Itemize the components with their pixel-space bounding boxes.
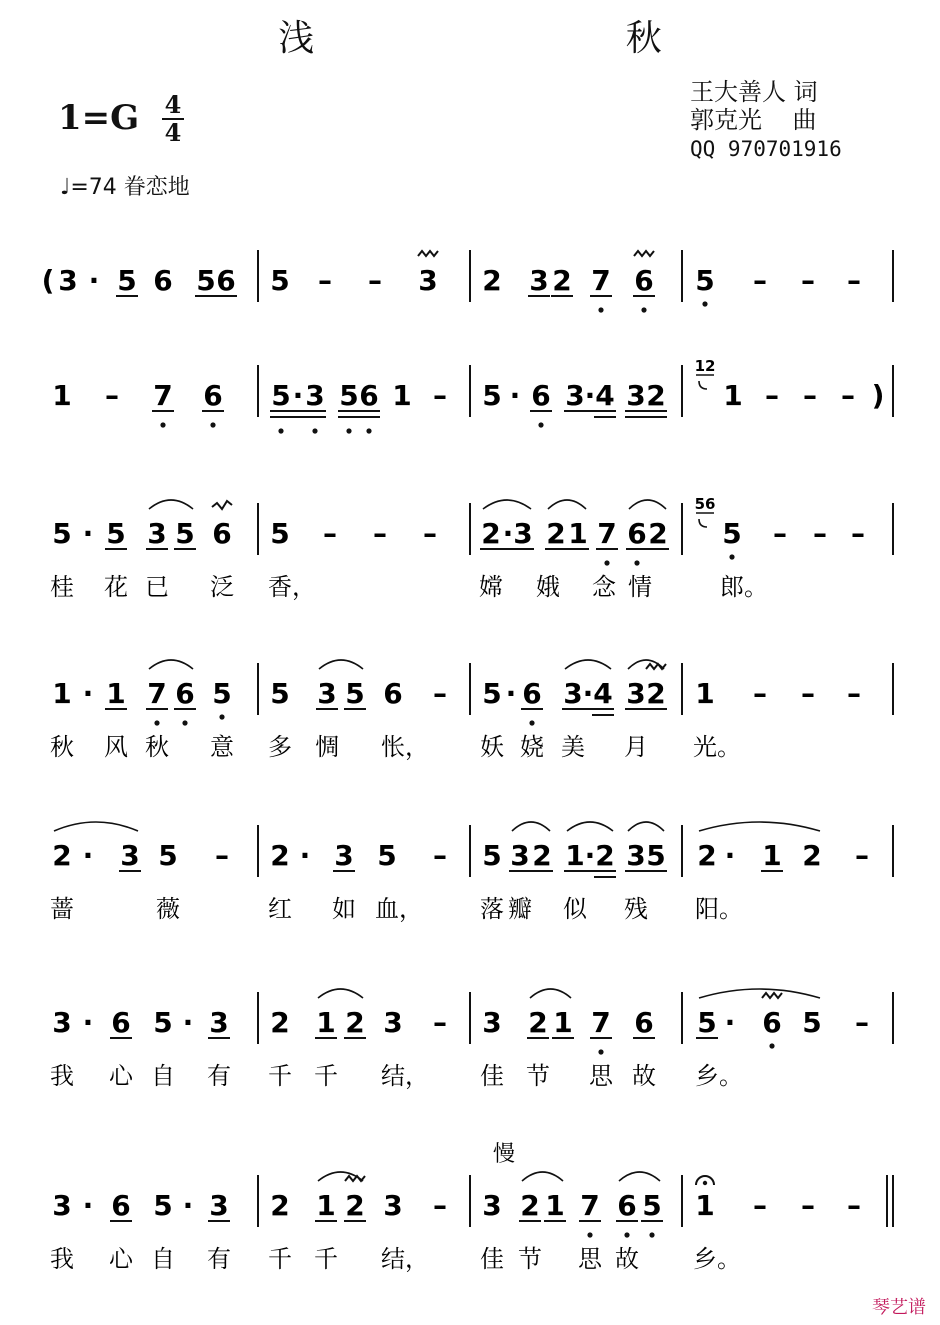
- note: –: [753, 264, 767, 297]
- note: –: [433, 379, 447, 412]
- note: 5: [270, 677, 290, 710]
- note: 2: [802, 839, 822, 872]
- lower-octave-dot: [769, 1043, 774, 1048]
- note: –: [105, 379, 119, 412]
- note: 6: [383, 677, 403, 710]
- lyric-syllable: 娆: [520, 733, 544, 761]
- slur-icon: [483, 500, 531, 509]
- note: 3: [305, 379, 325, 412]
- note: 5: [695, 264, 715, 297]
- note: 5: [377, 839, 397, 872]
- note: 3: [317, 677, 337, 710]
- lyric-syllable: 故: [615, 1245, 639, 1273]
- note: 1: [553, 1006, 573, 1039]
- grace-notes: 56: [694, 495, 716, 513]
- slur-icon: [512, 822, 550, 831]
- note: –: [851, 517, 865, 550]
- lyric-syllable: 郎。: [720, 573, 768, 601]
- note: 5: [196, 264, 216, 297]
- lyric-syllable: 节: [526, 1062, 550, 1090]
- note: ·: [82, 1189, 94, 1222]
- note: 1: [723, 379, 743, 412]
- note: –: [318, 264, 332, 297]
- slur-icon: [567, 822, 613, 831]
- note: –: [323, 517, 337, 550]
- note: 1: [695, 677, 715, 710]
- composer-credit: 郭克光 曲: [690, 106, 817, 134]
- note: ·: [582, 677, 594, 710]
- lyric-syllable: 佳: [480, 1062, 504, 1090]
- time-top: 4: [164, 90, 182, 119]
- slur-icon: [319, 660, 363, 669]
- slur-icon: [629, 500, 666, 509]
- lyric-syllable: 佳: [480, 1245, 504, 1273]
- lyric-syllable: 月: [624, 733, 648, 761]
- lower-octave-dot: [634, 560, 639, 565]
- note: –: [373, 517, 387, 550]
- lyric-syllable: 乡。: [693, 1245, 741, 1273]
- note: –: [773, 517, 787, 550]
- note: ·: [82, 677, 94, 710]
- lower-octave-dot: [598, 307, 603, 312]
- lyric-syllable: 风: [104, 733, 128, 761]
- lower-octave-dot: [649, 1232, 654, 1237]
- lyric-syllable: 美: [561, 733, 585, 761]
- note: 2: [697, 839, 717, 872]
- note: 3: [383, 1006, 403, 1039]
- slur-icon: [699, 989, 820, 998]
- note: ·: [724, 839, 736, 872]
- lyricist-credit: 王大善人 词: [690, 78, 818, 106]
- note: 7: [591, 264, 611, 297]
- note: –: [433, 1189, 447, 1222]
- slur-icon: [565, 660, 611, 669]
- lyric-syllable: 花: [104, 573, 128, 601]
- note: 2: [528, 1006, 548, 1039]
- slur-icon: [548, 500, 586, 509]
- note: 5: [802, 1006, 822, 1039]
- key-signature: 1=G: [58, 98, 140, 138]
- note: 3: [482, 1189, 502, 1222]
- lyric-syllable: 结，: [381, 1245, 429, 1273]
- note: 1: [568, 517, 588, 550]
- note: 3: [52, 1189, 72, 1222]
- note: 2: [520, 1189, 540, 1222]
- note: 5: [482, 379, 502, 412]
- lyric-syllable: 光。: [693, 733, 741, 761]
- note: 5: [270, 264, 290, 297]
- lower-octave-dot: [210, 422, 215, 427]
- lower-octave-dot: [529, 720, 534, 725]
- note: 7: [591, 1006, 611, 1039]
- note: ·: [299, 839, 311, 872]
- note: 7: [597, 517, 617, 550]
- lyric-syllable: 阳。: [695, 895, 743, 923]
- note: 1: [316, 1189, 336, 1222]
- slur-icon: [318, 989, 363, 998]
- slur-icon: [54, 822, 138, 831]
- lower-octave-dot: [182, 720, 187, 725]
- note: 5: [212, 677, 232, 710]
- note: 3: [383, 1189, 403, 1222]
- note: (: [41, 264, 55, 297]
- note: 1: [52, 379, 72, 412]
- lower-octave-dot: [598, 1049, 603, 1054]
- note: 7: [153, 379, 173, 412]
- brand-watermark: 琴艺谱: [872, 1297, 926, 1318]
- lyric-syllable: 秋: [50, 733, 74, 761]
- note: 6: [617, 1189, 637, 1222]
- note: 5: [153, 1189, 173, 1222]
- note: 1: [392, 379, 412, 412]
- lyric-syllable: 瓣: [508, 895, 532, 923]
- note: 2: [532, 839, 552, 872]
- lower-octave-dot: [312, 428, 317, 433]
- note: 6: [522, 677, 542, 710]
- lower-octave-dot: [219, 714, 224, 719]
- note: 3: [418, 264, 438, 297]
- note: 2: [345, 1006, 365, 1039]
- lyric-syllable: 泛: [210, 573, 234, 601]
- note: ·: [292, 379, 304, 412]
- note: –: [801, 677, 815, 710]
- song-title: 浅 秋: [278, 18, 812, 59]
- note: ): [871, 379, 885, 412]
- lyric-syllable: 思: [578, 1245, 602, 1273]
- lower-octave-dot: [587, 1232, 592, 1237]
- note: ·: [82, 1006, 94, 1039]
- note: 2: [270, 839, 290, 872]
- slur-icon: [149, 500, 193, 509]
- qq-contact: QQ 970701916: [690, 137, 842, 161]
- note: 5: [482, 677, 502, 710]
- note: 5: [482, 839, 502, 872]
- lyric-syllable: 桂: [50, 573, 74, 601]
- note: ·: [82, 839, 94, 872]
- note: ·: [182, 1189, 194, 1222]
- slur-icon: [699, 822, 820, 831]
- note: 2: [646, 677, 666, 710]
- time-bottom: 4: [164, 118, 182, 147]
- note: 2: [52, 839, 72, 872]
- note: 3: [513, 517, 533, 550]
- mordent-icon: [418, 251, 438, 256]
- note: 5: [270, 517, 290, 550]
- lyric-syllable: 自: [151, 1062, 175, 1090]
- grace-notes: 12: [694, 357, 716, 375]
- lyric-syllable: 妖: [480, 733, 504, 761]
- lyric-syllable: 心: [109, 1062, 133, 1090]
- lyric-syllable: 已: [145, 573, 169, 601]
- note: ·: [502, 517, 514, 550]
- note: –: [215, 839, 229, 872]
- lower-octave-dot: [624, 1232, 629, 1237]
- lyric-syllable: 结，: [381, 1062, 429, 1090]
- trill-icon: [212, 501, 232, 509]
- note: –: [433, 839, 447, 872]
- note: 2: [481, 517, 501, 550]
- note: –: [368, 264, 382, 297]
- note: 6: [359, 379, 379, 412]
- note: –: [841, 379, 855, 412]
- note: –: [753, 1189, 767, 1222]
- lower-octave-dot: [160, 422, 165, 427]
- lower-octave-dot: [278, 428, 283, 433]
- note: 4: [593, 677, 613, 710]
- note: 6: [216, 264, 236, 297]
- note: 1: [762, 839, 782, 872]
- note: –: [847, 677, 861, 710]
- lyric-syllable: 薇: [156, 895, 180, 923]
- lyric-syllable: 自: [151, 1245, 175, 1273]
- note: 1: [52, 677, 72, 710]
- note: 3: [626, 839, 646, 872]
- lower-octave-dot: [154, 720, 159, 725]
- tempo-change-mark: 慢: [492, 1142, 516, 1167]
- note: 6: [762, 1006, 782, 1039]
- note: 5: [722, 517, 742, 550]
- note: 7: [147, 677, 167, 710]
- lower-octave-dot: [538, 422, 543, 427]
- mordent-icon: [634, 251, 654, 256]
- note: –: [855, 839, 869, 872]
- note: –: [847, 264, 861, 297]
- note: 2: [648, 517, 668, 550]
- note: –: [813, 517, 827, 550]
- note: 7: [580, 1189, 600, 1222]
- fermata-dot: [703, 1181, 707, 1185]
- note: –: [433, 1006, 447, 1039]
- note: –: [855, 1006, 869, 1039]
- note: 2: [345, 1189, 365, 1222]
- lyric-syllable: 念: [592, 573, 616, 601]
- note: ·: [82, 517, 94, 550]
- note: ·: [182, 1006, 194, 1039]
- note: –: [801, 264, 815, 297]
- note: 3: [482, 1006, 502, 1039]
- note: 1: [545, 1189, 565, 1222]
- lyric-syllable: 节: [518, 1245, 542, 1273]
- slur-icon: [619, 1172, 660, 1181]
- lyric-syllable: 有: [207, 1062, 231, 1090]
- note: 5: [339, 379, 359, 412]
- lyric-syllable: 秋: [145, 733, 169, 761]
- note: –: [803, 379, 817, 412]
- note: 5: [271, 379, 291, 412]
- lyric-syllable: 我: [50, 1062, 74, 1090]
- note: 2: [270, 1189, 290, 1222]
- lyric-syllable: 多: [268, 733, 292, 761]
- note: 5: [642, 1189, 662, 1222]
- note: 3: [626, 677, 646, 710]
- note: 2: [646, 379, 666, 412]
- grace-slur: [699, 381, 707, 389]
- note: 6: [634, 264, 654, 297]
- note: –: [801, 1189, 815, 1222]
- note: 6: [212, 517, 232, 550]
- tempo-marking: ♩=74 眷恋地: [60, 175, 190, 200]
- lyric-syllable: 落: [480, 895, 504, 923]
- note: 2: [552, 264, 572, 297]
- grace-slur: [699, 519, 707, 527]
- note: 6: [153, 264, 173, 297]
- note: 1: [316, 1006, 336, 1039]
- lyric-syllable: 似: [563, 895, 587, 923]
- note: 6: [175, 677, 195, 710]
- note: 5: [345, 677, 365, 710]
- lyric-syllable: 有: [207, 1245, 231, 1273]
- note: –: [765, 379, 779, 412]
- lyric-syllable: 如: [332, 895, 356, 923]
- note: ·: [509, 379, 521, 412]
- lower-octave-dot: [702, 301, 707, 306]
- note: 6: [111, 1189, 131, 1222]
- lyric-syllable: 怅，: [381, 733, 429, 761]
- note: 5: [153, 1006, 173, 1039]
- lyric-syllable: 嫦: [479, 573, 503, 601]
- note: 5: [175, 517, 195, 550]
- note: 5: [106, 517, 126, 550]
- note: 3: [209, 1006, 229, 1039]
- note: 3: [565, 379, 585, 412]
- note: 5: [52, 517, 72, 550]
- note: 5: [158, 839, 178, 872]
- note: 3: [334, 839, 354, 872]
- lower-octave-dot: [641, 307, 646, 312]
- slur-icon: [318, 1172, 363, 1181]
- lower-octave-dot: [366, 428, 371, 433]
- lower-octave-dot: [729, 554, 734, 559]
- note: 2: [546, 517, 566, 550]
- note: 3: [529, 264, 549, 297]
- slur-icon: [522, 1172, 563, 1181]
- note: –: [753, 677, 767, 710]
- lyric-syllable: 乡。: [695, 1062, 743, 1090]
- lower-octave-dot: [604, 560, 609, 565]
- note: 6: [111, 1006, 131, 1039]
- note: –: [847, 1189, 861, 1222]
- note: 6: [531, 379, 551, 412]
- note: ·: [584, 379, 596, 412]
- note: ·: [88, 264, 100, 297]
- lyric-syllable: 惆: [315, 733, 339, 761]
- note: 6: [634, 1006, 654, 1039]
- note: 2: [482, 264, 502, 297]
- note: 2: [270, 1006, 290, 1039]
- note: 3: [626, 379, 646, 412]
- lower-octave-dot: [346, 428, 351, 433]
- note: 3: [209, 1189, 229, 1222]
- note: 6: [627, 517, 647, 550]
- note: 6: [203, 379, 223, 412]
- lyric-syllable: 香，: [268, 573, 316, 601]
- lyric-syllable: 千: [314, 1062, 338, 1090]
- note: ·: [505, 677, 517, 710]
- note: –: [433, 677, 447, 710]
- mordent-icon: [762, 993, 782, 998]
- note: 3: [510, 839, 530, 872]
- note: 3: [52, 1006, 72, 1039]
- lyric-syllable: 千: [314, 1245, 338, 1273]
- lyric-syllable: 思: [589, 1062, 613, 1090]
- lyric-syllable: 意: [210, 733, 234, 761]
- slur-icon: [530, 989, 571, 998]
- slur-icon: [149, 660, 193, 669]
- lyric-syllable: 蔷: [50, 895, 74, 923]
- lyric-syllable: 故: [632, 1062, 656, 1090]
- note: 5: [117, 264, 137, 297]
- note: 1: [565, 839, 585, 872]
- note: 3: [120, 839, 140, 872]
- lyric-syllable: 心: [109, 1245, 133, 1273]
- lyric-syllable: 千: [268, 1062, 292, 1090]
- note: 5: [646, 839, 666, 872]
- lyric-syllable: 娥: [536, 573, 560, 601]
- note: 1: [106, 677, 126, 710]
- lyric-syllable: 我: [50, 1245, 74, 1273]
- note: 2: [595, 839, 615, 872]
- lyric-syllable: 情: [628, 573, 652, 601]
- note: 1: [695, 1189, 715, 1222]
- note: ·: [724, 1006, 736, 1039]
- lyric-syllable: 红: [268, 895, 292, 923]
- note: 5: [697, 1006, 717, 1039]
- note: 3: [147, 517, 167, 550]
- lyric-syllable: 血，: [375, 895, 423, 923]
- slur-icon: [628, 822, 664, 831]
- note: 3: [563, 677, 583, 710]
- lyric-syllable: 残: [624, 895, 648, 923]
- note: 4: [595, 379, 615, 412]
- lyric-syllable: 千: [268, 1245, 292, 1273]
- note: ·: [584, 839, 596, 872]
- note: –: [423, 517, 437, 550]
- note: 3: [58, 264, 78, 297]
